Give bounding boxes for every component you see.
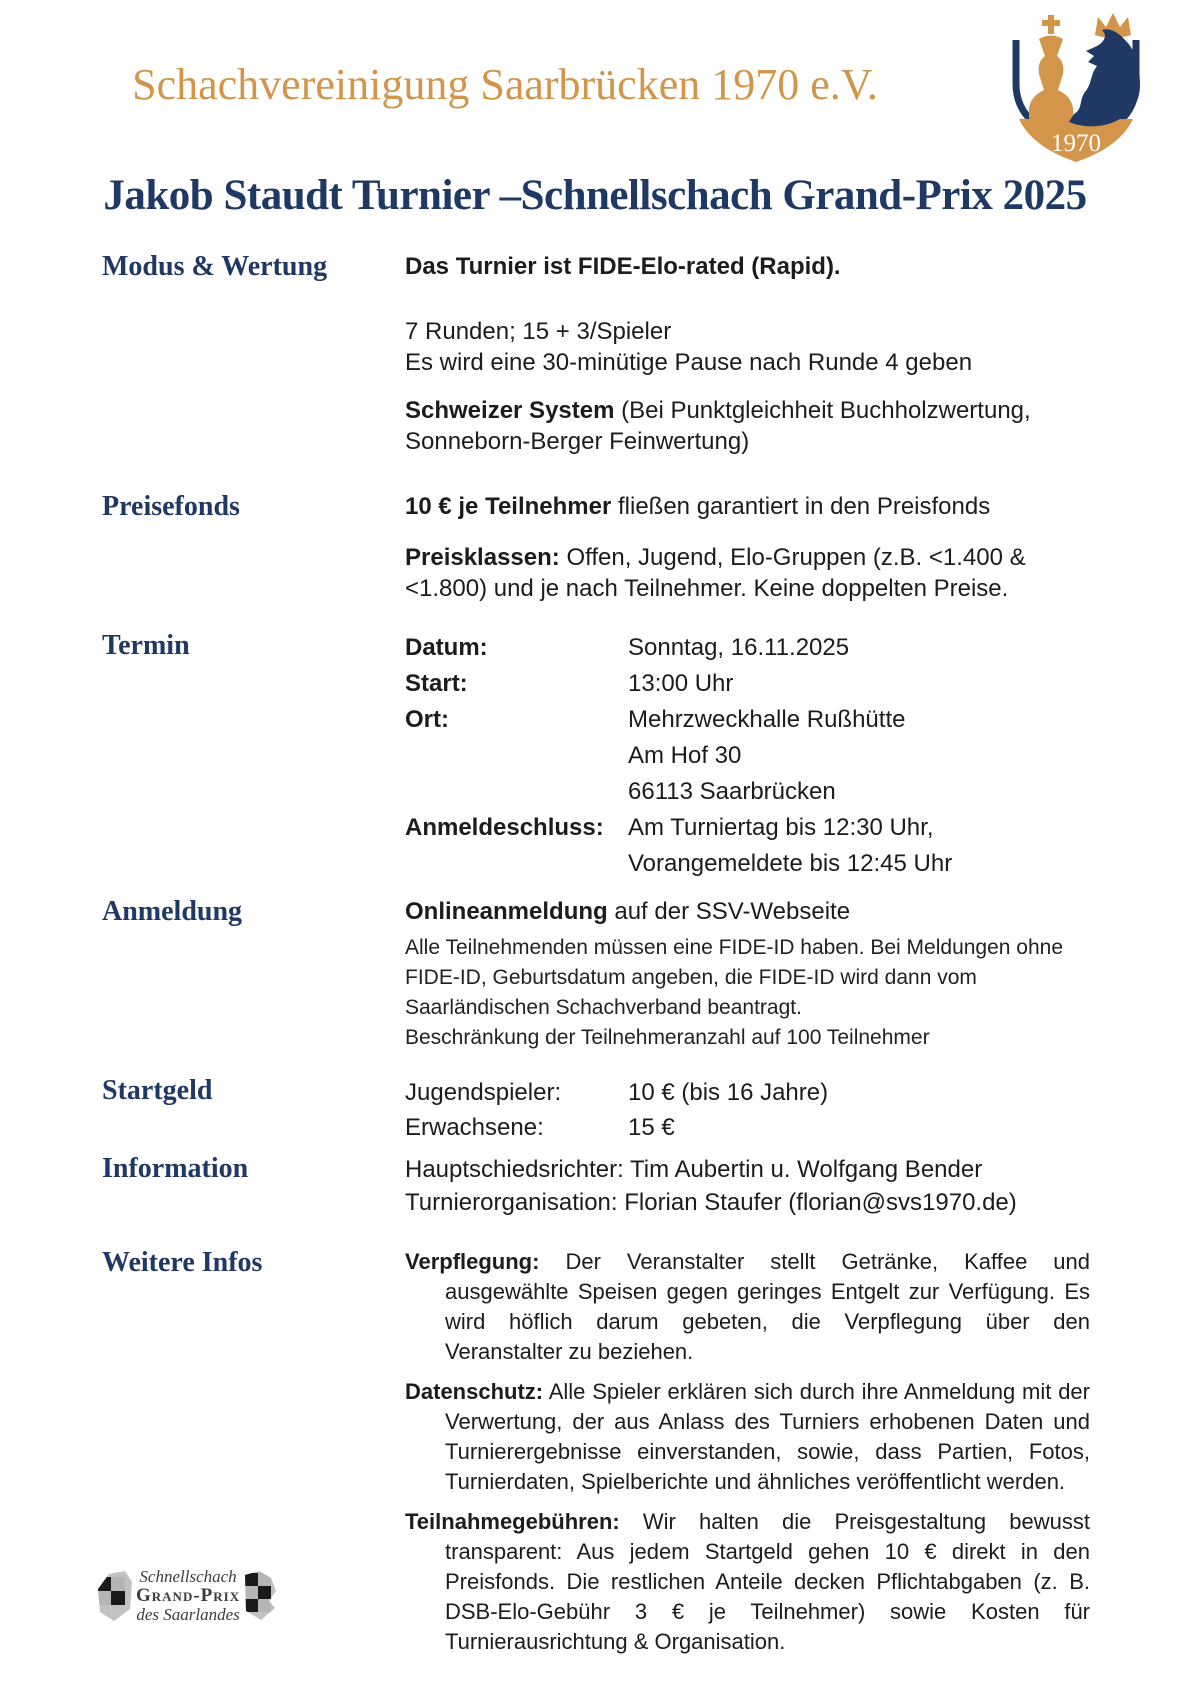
section-startgeld (0, 1075, 1190, 1145)
startgeld-row-jugend (405, 1075, 1090, 1110)
weitere-para-lead: Teilnahmegebühren: (405, 1509, 620, 1534)
year-badge (1019, 119, 1133, 162)
section-information (0, 1153, 1190, 1219)
termin-value: Sonntag, 16.11.2025 (628, 634, 850, 661)
startgeld-value: 10 € (bis 16 Jahre) (628, 1079, 829, 1106)
anmeldung-limit-note: Beschränkung der Teilnehmeranzahl auf 100 Teilnehmer (405, 1026, 930, 1049)
section-body-anmeldung (405, 896, 1090, 1053)
weitere-para-text: Wir halten die Preisgestaltung bewusst transparent: Aus jedem Startgeld gehen 10 € direkt in den Preisfonds. Die restlichen Anteile decken Pflichtabgaben (z. B. DSB-Elo-Gebühr 3 € je Teilnehmer) sowie Kosten für Turnierausrichtung & Organisation. (445, 1509, 1090, 1654)
modus-system-bold: Schweizer System (405, 397, 615, 424)
section-anmeldung (0, 896, 1190, 1053)
modus-rounds-line: 7 Runden; 15 + 3/Spieler (405, 318, 672, 345)
grand-prix-logo (95, 1568, 277, 1624)
startgeld-table (405, 1075, 1090, 1145)
termin-value: Am Turniertag bis 12:30 Uhr, (628, 814, 934, 841)
section-label-termin: Termin (102, 630, 190, 661)
section-label-startgeld: Startgeld (102, 1075, 213, 1106)
termin-row-city (405, 774, 1090, 810)
section-body-weitere-infos (405, 1247, 1090, 1667)
anmeldung-online-bold: Onlineanmeldung (405, 898, 608, 925)
header (0, 0, 1190, 165)
section-termin (0, 630, 1190, 882)
information-arbiter-line: Hauptschiedsrichter: Tim Aubertin u. Wolfgang Bender (405, 1156, 983, 1183)
termin-value: Mehrzweckhalle Rußhütte (628, 706, 906, 733)
termin-key: Ort: (405, 706, 449, 733)
lion-icon (1069, 29, 1140, 126)
modus-rated-line: Das Turnier ist FIDE-Elo-rated (Rapid). (405, 253, 841, 280)
termin-row-address (405, 738, 1090, 774)
grand-prix-line1: Schnellschach (139, 1567, 237, 1586)
checkered-map-right-icon (243, 1569, 277, 1623)
weitere-para-lead: Datenschutz: (405, 1379, 544, 1404)
termin-key (405, 738, 628, 774)
termin-row-start (405, 666, 1090, 702)
startgeld-value: 15 € (628, 1114, 675, 1141)
termin-value: 66113 Saarbrücken (628, 778, 836, 805)
section-modus-wertung (0, 251, 1190, 457)
termin-value: 13:00 Uhr (628, 670, 734, 697)
termin-value: Vorangemeldete bis 12:45 Uhr (628, 850, 953, 877)
termin-table (405, 630, 1090, 882)
termin-key: Start: (405, 670, 468, 697)
grand-prix-logo-text (136, 1568, 240, 1624)
grand-prix-line3: des Saarlandes (136, 1605, 240, 1624)
page-title: Jakob Staudt Turnier –Schnellschach Grand-Prix 2025 (103, 172, 1087, 219)
weitere-para-text: Alle Spieler erklären sich durch ihre Anmeldung mit der Verwertung, der aus Anlass des Turniers erhobenen Daten und Turnierergebnisse einverstanden, sowie, dass Partien, Fotos, Turnierdaten, Spielberichte und ähnliches veröffentlicht werden. (445, 1379, 1090, 1494)
modus-pause-line: Es wird eine 30-minütige Pause nach Runde 4 geben (405, 349, 973, 376)
startgeld-key: Erwachsene: (405, 1114, 544, 1141)
anmeldung-fide-note: Alle Teilnehmenden müssen eine FIDE-ID haben. Bei Meldungen ohne FIDE-ID, Geburtsdatum angeben, die FIDE-ID wird dann vom Saarländischen Schachverband beantragt. (405, 936, 1064, 1019)
grand-prix-line2: Grand-Prix (136, 1585, 241, 1606)
termin-row-ort (405, 702, 1090, 738)
crest-year-text: 1970 (1051, 130, 1101, 157)
section-body-preisefonds (405, 491, 1090, 604)
section-body-information (405, 1153, 1090, 1219)
weitere-para-datenschutz (405, 1377, 1090, 1497)
chess-king-icon (1029, 15, 1073, 121)
club-name: Schachvereinigung Saarbrücken 1970 e.V. (132, 60, 878, 109)
anmeldung-fine-print (405, 933, 1090, 1053)
weitere-para-lead: Verpflegung: (405, 1249, 540, 1274)
termin-value: Am Hof 30 (628, 742, 742, 769)
anmeldung-online-rest: auf der SSV-Webseite (607, 898, 851, 925)
information-organisation-line: Turnierorganisation: Florian Staufer (florian@svs1970.de) (405, 1189, 1017, 1216)
termin-row-datum (405, 630, 1090, 666)
section-preisefonds (0, 491, 1190, 604)
preisklassen-bold: Preisklassen: (405, 544, 560, 571)
section-label-weitere-infos: Weitere Infos (102, 1247, 263, 1278)
section-body-modus (405, 251, 1090, 457)
termin-key: Datum: (405, 634, 488, 661)
preisefonds-amount-rest: fließen garantiert in den Preisfonds (611, 493, 991, 520)
checkered-map-left-icon (95, 1569, 133, 1623)
section-label-preisefonds: Preisefonds (102, 491, 240, 522)
section-label-modus: Modus & Wertung (102, 251, 328, 282)
termin-row-anmeldeschluss (405, 810, 1090, 846)
weitere-para-teilnahmegebuehren (405, 1507, 1090, 1657)
preisefonds-amount-bold: 10 € je Teilnehmer (405, 493, 612, 520)
section-label-information: Information (102, 1153, 249, 1184)
weitere-para-verpflegung (405, 1247, 1090, 1367)
termin-row-vorangemeldete (405, 846, 1090, 882)
startgeld-key: Jugendspieler: (405, 1079, 562, 1106)
termin-key (405, 774, 628, 810)
modus-system-rest: (Bei Punktgleichheit Buchholzwertung, Sonneborn-Berger Feinwertung) (405, 397, 1031, 455)
termin-key: Anmeldeschluss: (405, 814, 604, 841)
weitere-para-text: Der Veranstalter stellt Getränke, Kaffee und ausgewählte Speisen gegen geringes Entgelt zur Verfügung. Es wird höflich darum gebeten, die Verpflegung über den Veranstalter zu beziehen. (445, 1249, 1090, 1364)
section-label-anmeldung: Anmeldung (102, 896, 243, 927)
club-crest-logo (1006, 8, 1146, 166)
startgeld-row-erwachsene (405, 1110, 1090, 1145)
preisklassen-rest: Offen, Jugend, Elo-Gruppen (z.B. <1.400 & <1.800) und je nach Teilnehmer. Keine doppelten Preise. (405, 544, 1026, 602)
termin-key (405, 846, 628, 882)
content (0, 251, 1190, 1667)
